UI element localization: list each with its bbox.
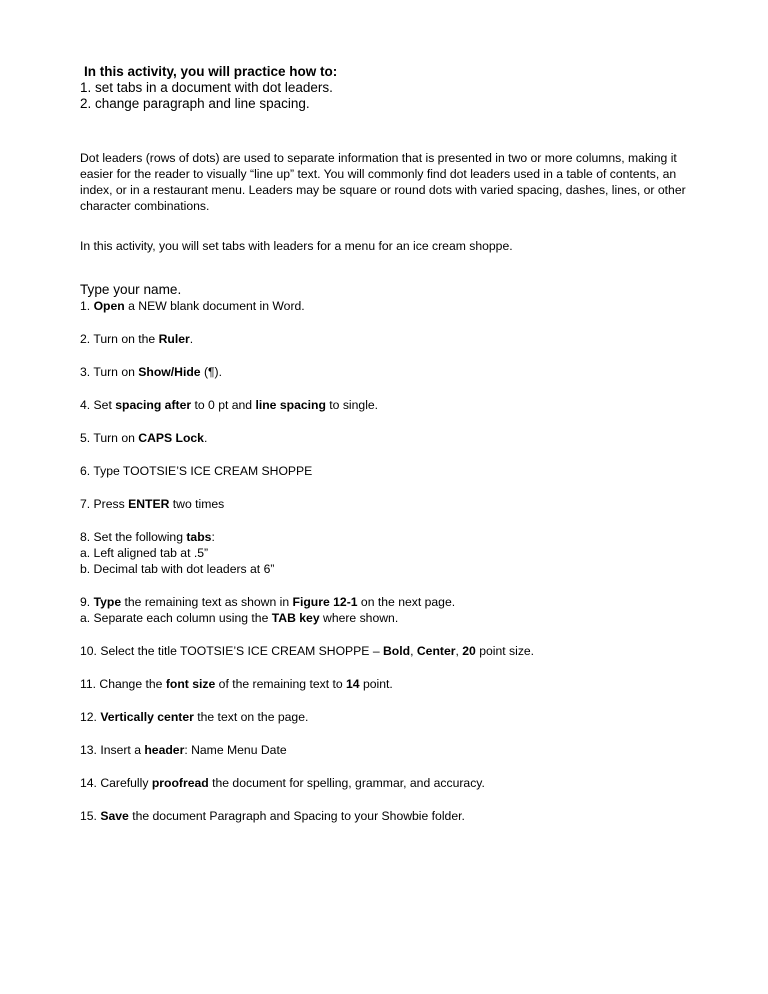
step-text xyxy=(80,594,700,610)
text-run: 12. xyxy=(80,710,101,724)
text-run: 15. xyxy=(80,809,101,823)
step-text xyxy=(80,709,700,725)
step-text xyxy=(80,331,700,347)
text-run: the document Paragraph and Spacing to your Showbie folder. xyxy=(128,809,465,823)
bold-text: Bold xyxy=(383,644,411,658)
objective-item: 1. set tabs in a document with dot leaders. xyxy=(80,80,333,95)
step-item xyxy=(80,775,700,791)
text-run: . xyxy=(189,332,194,346)
step-item xyxy=(80,430,700,446)
bold-text: line spacing xyxy=(255,398,326,412)
step-text xyxy=(80,463,700,479)
step-text xyxy=(80,808,700,824)
sub-step-text xyxy=(80,610,700,626)
text-run: (¶). xyxy=(200,365,222,379)
sub-step-text: a. Left aligned tab at .5” xyxy=(80,546,209,560)
text-run: 14. Carefully xyxy=(80,776,152,790)
text-run: of the remaining text to xyxy=(215,677,347,691)
step-item xyxy=(80,298,700,314)
bold-text: Ruler xyxy=(158,332,190,346)
objective-item: 2. change paragraph and line spacing. xyxy=(80,96,310,111)
bold-text: Center xyxy=(416,644,456,658)
bold-text: proofread xyxy=(151,776,209,790)
bold-text: Type xyxy=(93,595,122,609)
text-run: point. xyxy=(359,677,393,691)
step-text xyxy=(80,676,700,692)
bold-text: Show/Hide xyxy=(138,365,201,379)
bold-text: header xyxy=(144,743,185,757)
dot-leaders-paragraph: Dot leaders (rows of dots) are used to separate information that is presented in two or more columns, making it easier for the reader to visually “line up” text. You will commonly find dot leaders used in a table of contents, an index, or in a restaurant menu. Leaders may be square or round dots with varied spacing, dashes, lines, or other character combinations. xyxy=(80,151,686,213)
text-run: two times xyxy=(169,497,225,511)
step-text xyxy=(80,742,700,758)
text-run: . xyxy=(203,431,208,445)
step-item xyxy=(80,463,700,479)
text-run: 7. Press xyxy=(80,497,129,511)
step-item xyxy=(80,676,700,692)
text-run: 3. Turn on xyxy=(80,365,139,379)
text-run: : Name Menu Date xyxy=(184,743,287,757)
bold-text: CAPS Lock xyxy=(138,431,204,445)
text-run: 1. xyxy=(80,299,94,313)
step-item xyxy=(80,331,700,347)
step-item xyxy=(80,808,700,824)
instruction-steps xyxy=(80,282,700,841)
bold-text: 14 xyxy=(346,677,360,691)
step-item xyxy=(80,643,700,659)
intro-block xyxy=(80,64,337,112)
step-text xyxy=(80,529,700,545)
step-item xyxy=(80,397,700,413)
step-text xyxy=(80,364,700,380)
bold-text: spacing after xyxy=(115,398,192,412)
step-text xyxy=(80,430,700,446)
step-item xyxy=(80,742,700,758)
text-run: a NEW blank document in Word. xyxy=(124,299,305,313)
text-run: the document for spelling, grammar, and accuracy. xyxy=(208,776,485,790)
text-run: 11. Change the xyxy=(80,677,166,691)
type-name-line: Type your name. xyxy=(80,282,182,297)
step-item xyxy=(80,496,700,512)
bold-text: ENTER xyxy=(128,497,170,511)
bold-text: 20 xyxy=(462,644,476,658)
text-run: 13. Insert a xyxy=(80,743,145,757)
text-run: point size. xyxy=(475,644,535,658)
intro-heading: In this activity, you will practice how to: xyxy=(84,64,338,79)
sub-step-text: b. Decimal tab with dot leaders at 6” xyxy=(80,562,275,576)
step-item xyxy=(80,529,700,577)
text-run: the text on the page. xyxy=(193,710,309,724)
text-run: the remaining text as shown in xyxy=(121,595,293,609)
step-item xyxy=(80,364,700,380)
text-run: : xyxy=(211,530,215,544)
bold-text: tabs xyxy=(186,530,212,544)
step-item xyxy=(80,594,700,626)
text-run: on the next page. xyxy=(357,595,456,609)
step-text xyxy=(80,775,700,791)
text-run: to 0 pt and xyxy=(191,398,256,412)
steps-list xyxy=(80,298,700,824)
bold-text: font size xyxy=(165,677,216,691)
text-run: , xyxy=(455,644,463,658)
step-text xyxy=(80,298,700,314)
text-run: 10. Select the title TOOTSIE’S ICE CREAM SHOPPE – xyxy=(80,644,383,658)
text-run: 4. Set xyxy=(80,398,116,412)
text-run: 5. Turn on xyxy=(80,431,139,445)
text-run: where shown. xyxy=(319,611,399,625)
step-item xyxy=(80,709,700,725)
step-text xyxy=(80,496,700,512)
bold-text: Figure 12-1 xyxy=(292,595,358,609)
text-run: , xyxy=(410,644,417,658)
step-text xyxy=(80,397,700,413)
activity-paragraph: In this activity, you will set tabs with leaders for a menu for an ice cream shoppe. xyxy=(80,239,513,253)
text-run: 9. xyxy=(80,595,94,609)
text-run: 6. Type TOOTSIE’S ICE CREAM SHOPPE xyxy=(80,464,313,478)
text-run: 2. Turn on the xyxy=(80,332,159,346)
text-run: a. Separate each column using the xyxy=(80,611,272,625)
bold-text: Vertically center xyxy=(100,710,194,724)
text-run: 8. Set the following xyxy=(80,530,187,544)
bold-text: Open xyxy=(93,299,125,313)
bold-text: TAB key xyxy=(271,611,320,625)
text-run: to single. xyxy=(325,398,379,412)
bold-text: Save xyxy=(100,809,129,823)
step-text xyxy=(80,643,700,659)
